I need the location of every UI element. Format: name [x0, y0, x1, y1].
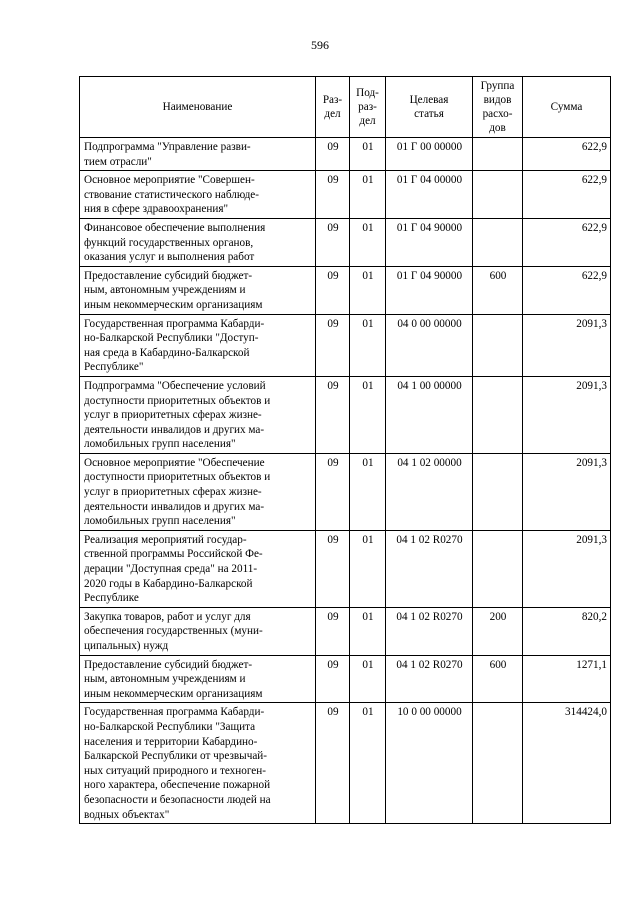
page-number: 596	[311, 38, 329, 52]
cell-name: Основное мероприятие "Совершен- ствование статистического наблюде- ния в сфере здравоохранения"	[80, 171, 316, 219]
cell-sum: 2091,3	[523, 376, 611, 453]
header-subsection	[350, 77, 386, 138]
cell-target: 04 1 02 00000	[386, 453, 473, 530]
cell-subsection: 01	[350, 218, 386, 266]
header-target-label: Целевая статья	[409, 94, 449, 120]
cell-sum: 622,9	[523, 138, 611, 171]
cell-sum: 1271,1	[523, 655, 611, 703]
cell-name: Подпрограмма "Обеспечение условий доступности приоритетных объектов и услуг в приоритетных сферах жизне- деятельности инвалидов и других ма- ломобильных групп населения"	[80, 376, 316, 453]
cell-sum: 314424,0	[523, 703, 611, 824]
cell-sum: 2091,3	[523, 453, 611, 530]
table-row	[80, 171, 611, 219]
table-row	[80, 138, 611, 171]
header-name: Наименование	[80, 77, 316, 138]
cell-sum: 820,2	[523, 607, 611, 655]
cell-target: 01 Г 04 90000	[386, 218, 473, 266]
budget-table	[79, 76, 611, 824]
cell-group	[473, 218, 523, 266]
cell-target: 04 1 02 R0270	[386, 530, 473, 607]
cell-subsection: 01	[350, 703, 386, 824]
cell-section: 09	[316, 218, 350, 266]
table-row	[80, 266, 611, 314]
table-row	[80, 314, 611, 376]
header-group-label: Группа видов расхо- дов	[480, 80, 515, 134]
cell-target: 04 0 00 00000	[386, 314, 473, 376]
cell-name: Государственная программа Кабарди- но-Балкарской Республики "Защита населения и территории Кабардино- Балкарской Республики от чрезвычай- ных ситуаций природного и техноген- ного характера, обеспечение пожарной безопасности и безопасности людей на водных объектах"	[80, 703, 316, 824]
cell-target: 04 1 02 R0270	[386, 655, 473, 703]
cell-target: 01 Г 04 90000	[386, 266, 473, 314]
cell-name: Предоставление субсидий бюджет- ным, автономным учреждениям и иным некоммерческим организациям	[80, 655, 316, 703]
header-section	[316, 77, 350, 138]
cell-group	[473, 314, 523, 376]
cell-name: Реализация мероприятий государ- ственной программы Российской Фе- дерации "Доступная среда" на 2011- 2020 годы в Кабардино-Балкарской Республике	[80, 530, 316, 607]
cell-group: 200	[473, 607, 523, 655]
cell-section: 09	[316, 607, 350, 655]
table-row	[80, 703, 611, 824]
cell-group	[473, 453, 523, 530]
table-row	[80, 376, 611, 453]
cell-sum: 2091,3	[523, 314, 611, 376]
cell-section: 09	[316, 530, 350, 607]
cell-subsection: 01	[350, 453, 386, 530]
cell-subsection: 01	[350, 655, 386, 703]
cell-section: 09	[316, 376, 350, 453]
cell-subsection: 01	[350, 376, 386, 453]
cell-group	[473, 530, 523, 607]
cell-name: Подпрограмма "Управление разви- тием отрасли"	[80, 138, 316, 171]
cell-subsection: 01	[350, 607, 386, 655]
table-header-row	[80, 77, 611, 138]
cell-subsection: 01	[350, 171, 386, 219]
cell-name: Закупка товаров, работ и услуг для обеспечения государственных (муни- ципальных) нужд	[80, 607, 316, 655]
cell-target: 10 0 00 00000	[386, 703, 473, 824]
table-row	[80, 218, 611, 266]
cell-subsection: 01	[350, 138, 386, 171]
header-sum: Сумма	[523, 77, 611, 138]
cell-group	[473, 171, 523, 219]
header-group	[473, 77, 523, 138]
cell-section: 09	[316, 138, 350, 171]
cell-section: 09	[316, 655, 350, 703]
table-row	[80, 655, 611, 703]
cell-group: 600	[473, 266, 523, 314]
cell-target: 04 1 00 00000	[386, 376, 473, 453]
cell-group: 600	[473, 655, 523, 703]
header-target	[386, 77, 473, 138]
table-row	[80, 453, 611, 530]
cell-sum: 2091,3	[523, 530, 611, 607]
cell-sum: 622,9	[523, 171, 611, 219]
cell-subsection: 01	[350, 530, 386, 607]
cell-target: 04 1 02 R0270	[386, 607, 473, 655]
cell-name: Государственная программа Кабарди- но-Балкарской Республики "Доступ- ная среда в Кабардино-Балкарской Республике"	[80, 314, 316, 376]
cell-sum: 622,9	[523, 266, 611, 314]
cell-name: Предоставление субсидий бюджет- ным, автономным учреждениям и иным некоммерческим организациям	[80, 266, 316, 314]
cell-section: 09	[316, 453, 350, 530]
cell-name: Финансовое обеспечение выполнения функций государственных органов, оказания услуг и выполнения работ	[80, 218, 316, 266]
cell-section: 09	[316, 171, 350, 219]
cell-section: 09	[316, 266, 350, 314]
cell-group	[473, 703, 523, 824]
cell-group	[473, 376, 523, 453]
header-subsection-label: Под- раз- дел	[356, 87, 379, 127]
cell-target: 01 Г 00 00000	[386, 138, 473, 171]
table-row	[80, 607, 611, 655]
cell-name: Основное мероприятие "Обеспечение доступности приоритетных объектов и услуг в приоритетных сферах жизне- деятельности инвалидов и других ма- ломобильных групп населения"	[80, 453, 316, 530]
table-row	[80, 530, 611, 607]
cell-group	[473, 138, 523, 171]
cell-subsection: 01	[350, 314, 386, 376]
cell-section: 09	[316, 314, 350, 376]
cell-subsection: 01	[350, 266, 386, 314]
cell-section: 09	[316, 703, 350, 824]
header-section-label: Раз- дел	[322, 94, 343, 120]
cell-target: 01 Г 04 00000	[386, 171, 473, 219]
cell-sum: 622,9	[523, 218, 611, 266]
